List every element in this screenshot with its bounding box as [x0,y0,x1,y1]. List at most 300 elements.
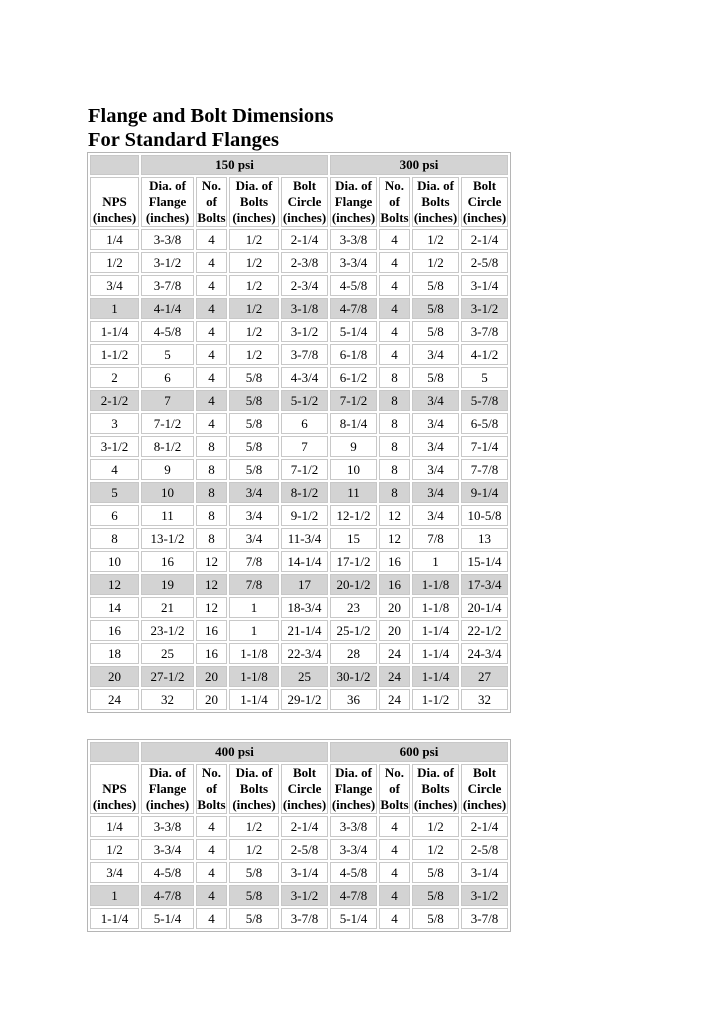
table-row [90,459,508,480]
dia-flange-cell: 5-1/4 [141,908,194,929]
no-bolts-cell: 24 [379,643,410,664]
table-row [90,482,508,503]
no-bolts-cell: 16 [379,551,410,572]
group-header-left: 150 psi [141,155,328,175]
table-body [90,816,508,929]
dia-flange-cell: 3-3/8 [141,229,194,250]
table-row [90,367,508,388]
dia-bolts-cell: 3/4 [412,482,459,503]
dia-bolts-cell: 5/8 [412,321,459,342]
table-row [90,620,508,641]
table-row [90,390,508,411]
dia-flange-cell: 13-1/2 [141,528,194,549]
nps-cell: 1 [90,885,139,906]
no-bolts-cell: 8 [196,482,227,503]
table-row [90,862,508,883]
no-bolts-cell: 8 [196,505,227,526]
bolt-circle-cell: 17-3/4 [461,574,508,595]
dia-bolts-cell: 1 [229,620,279,641]
no-bolts-cell: 8 [379,459,410,480]
bolt-circle-cell: 2-5/8 [281,839,328,860]
dia-bolts-cell: 3/4 [412,436,459,457]
bolt-circle-cell: 25 [281,666,328,687]
no-bolts-cell: 12 [196,574,227,595]
nps-cell: 20 [90,666,139,687]
no-bolts-cell: 4 [379,298,410,319]
dia-bolts-cell: 3/4 [412,413,459,434]
nps-cell: 6 [90,505,139,526]
page-title-line-1: Flange and Bolt Dimensions [88,105,334,127]
dia-flange-cell: 23 [330,597,377,618]
dia-bolts-cell: 3/4 [412,390,459,411]
dia-bolts-cell: 1/2 [229,816,279,837]
no-bolts-cell: 12 [196,551,227,572]
bolt-circle-cell: 3-1/8 [281,298,328,319]
dia-bolts-cell: 1/2 [229,229,279,250]
no-bolts-cell: 4 [379,908,410,929]
bolt-circle-cell: 22-1/2 [461,620,508,641]
bolt-circle-cell: 29-1/2 [281,689,328,710]
nps-cell: 18 [90,643,139,664]
dia-flange-cell: 4-5/8 [330,862,377,883]
nps-cell: 1/2 [90,839,139,860]
column-header-line: (inches) [92,797,137,812]
bolt-circle-cell: 2-5/8 [461,839,508,860]
column-header-line: Dia. of [335,765,372,780]
column-header-line: Bolts [239,194,269,209]
table-row [90,252,508,273]
column-header-line: Flange [334,781,373,796]
no-bolts-cell: 8 [196,436,227,457]
dia-bolts-cell: 7/8 [229,574,279,595]
no-bolts-cell: 4 [379,229,410,250]
column-header-line: (inches) [232,797,276,812]
dia-flange-cell: 28 [330,643,377,664]
column-header-line: No. [384,178,405,193]
dia-flange-cell: 27-1/2 [141,666,194,687]
no-bolts-column-header [379,177,410,227]
nps-cell: 1/2 [90,252,139,273]
nps-cell: 2-1/2 [90,390,139,411]
nps-cell: 16 [90,620,139,641]
no-bolts-cell: 4 [196,252,227,273]
column-header-line: (inches) [282,210,327,225]
column-header-row [90,764,508,814]
bolt-circle-cell: 22-3/4 [281,643,328,664]
table-row [90,229,508,250]
dia-flange-cell: 32 [141,689,194,710]
dia-bolts-cell: 5/8 [229,862,279,883]
table-row [90,689,508,710]
table-row [90,436,508,457]
dia-bolts-cell: 3/4 [412,459,459,480]
dia-bolts-column-header [229,177,279,227]
dia-bolts-cell: 1/2 [229,298,279,319]
dia-bolts-cell: 1 [229,597,279,618]
dia-bolts-cell: 5/8 [229,436,279,457]
bolt-circle-cell: 3-1/4 [461,862,508,883]
column-header-row [90,177,508,227]
column-header-line: Flange [148,194,187,209]
dia-flange-cell: 36 [330,689,377,710]
bolt-circle-cell: 20-1/4 [461,597,508,618]
nps-cell: 3-1/2 [90,436,139,457]
dia-flange-cell: 21 [141,597,194,618]
column-header-line: Bolts [197,797,226,812]
nps-cell: 14 [90,597,139,618]
dia-flange-cell: 4-7/8 [141,885,194,906]
dia-bolts-cell: 5/8 [412,275,459,296]
nps-cell: 1-1/4 [90,321,139,342]
column-header-line: Circle [467,194,502,209]
nps-header-cell [90,155,139,175]
dia-bolts-cell: 1-1/4 [412,643,459,664]
column-header-line: (inches) [145,210,190,225]
column-header-line: Bolts [239,781,269,796]
table-row [90,908,508,929]
bolt-circle-cell: 3-1/2 [281,885,328,906]
no-bolts-cell: 20 [379,597,410,618]
flange-table-400-600 [87,739,511,932]
column-header-line: Bolt [292,765,317,780]
bolt-circle-cell: 14-1/4 [281,551,328,572]
dia-bolts-cell: 1/2 [229,344,279,365]
nps-header-cell [90,742,139,762]
column-header-line: Dia. of [417,178,454,193]
nps-cell: 24 [90,689,139,710]
dia-flange-cell: 3-3/8 [330,229,377,250]
column-header-line: Bolts [197,210,226,225]
bolt-circle-cell: 3-1/2 [281,321,328,342]
no-bolts-column-header [196,764,227,814]
dia-flange-cell: 8-1/4 [330,413,377,434]
nps-cell: 1/4 [90,229,139,250]
bolt-circle-cell: 15-1/4 [461,551,508,572]
nps-cell: 5 [90,482,139,503]
column-header-line: Dia. of [417,765,454,780]
bolt-circle-cell: 2-1/4 [461,229,508,250]
dia-flange-column-header [141,764,194,814]
dia-flange-cell: 25-1/2 [330,620,377,641]
dia-bolts-cell: 1 [412,551,459,572]
no-bolts-cell: 24 [379,689,410,710]
nps-cell: 2 [90,367,139,388]
dia-bolts-cell: 5/8 [412,862,459,883]
dia-bolts-cell: 5/8 [229,390,279,411]
bolt-circle-cell: 5-7/8 [461,390,508,411]
column-header-line: Bolts [380,797,409,812]
no-bolts-cell: 4 [379,275,410,296]
no-bolts-cell: 12 [379,528,410,549]
bolt-circle-column-header [281,764,328,814]
bolt-circle-column-header [461,764,508,814]
dia-bolts-cell: 3/4 [229,505,279,526]
dia-bolts-cell: 5/8 [229,885,279,906]
bolt-circle-cell: 27 [461,666,508,687]
dia-flange-cell: 3-3/4 [330,839,377,860]
dia-flange-cell: 4-5/8 [141,862,194,883]
dia-flange-cell: 10 [141,482,194,503]
dia-bolts-cell: 1-1/8 [412,597,459,618]
no-bolts-cell: 24 [379,666,410,687]
dia-bolts-cell: 1-1/4 [412,666,459,687]
dia-bolts-column-header [229,764,279,814]
column-header-line: of [206,194,217,209]
no-bolts-cell: 4 [379,344,410,365]
dia-bolts-cell: 1/2 [412,839,459,860]
page-title-line-2: For Standard Flanges [88,129,279,151]
column-header-line: Dia. of [149,178,186,193]
bolt-circle-cell: 9-1/2 [281,505,328,526]
dia-bolts-cell: 7/8 [229,551,279,572]
column-header-line: NPS [102,781,127,796]
dia-flange-cell: 5-1/4 [330,908,377,929]
dia-flange-cell: 5 [141,344,194,365]
column-header-line: (inches) [413,210,458,225]
nps-cell: 4 [90,459,139,480]
dia-bolts-cell: 3/4 [412,344,459,365]
bolt-circle-cell: 3-7/8 [461,321,508,342]
dia-flange-cell: 6 [141,367,194,388]
dia-bolts-cell: 1/2 [229,839,279,860]
no-bolts-cell: 12 [196,597,227,618]
dia-flange-cell: 4-1/4 [141,298,194,319]
dia-bolts-cell: 1-1/8 [229,643,279,664]
dia-flange-cell: 9 [330,436,377,457]
bolt-circle-cell: 2-5/8 [461,252,508,273]
table-row [90,597,508,618]
dia-flange-column-header [330,764,377,814]
dia-bolts-cell: 5/8 [229,367,279,388]
column-header-line: Flange [148,781,187,796]
dia-flange-cell: 19 [141,574,194,595]
no-bolts-column-header [379,764,410,814]
column-header-line: (inches) [462,210,507,225]
dia-flange-cell: 4-5/8 [141,321,194,342]
dia-flange-cell: 7-1/2 [330,390,377,411]
no-bolts-cell: 4 [196,344,227,365]
dia-bolts-cell: 5/8 [412,908,459,929]
column-header-line: of [206,781,217,796]
bolt-circle-cell: 2-1/4 [281,229,328,250]
bolt-circle-cell: 2-3/8 [281,252,328,273]
dia-bolts-cell: 1-1/2 [412,689,459,710]
nps-cell: 8 [90,528,139,549]
dia-flange-cell: 4-5/8 [330,275,377,296]
column-header-line: (inches) [145,797,190,812]
column-header-line: (inches) [413,797,458,812]
bolt-circle-cell: 6 [281,413,328,434]
nps-column-header [90,764,139,814]
dia-flange-cell: 5-1/4 [330,321,377,342]
dia-bolts-cell: 1-1/4 [412,620,459,641]
column-header-line: (inches) [232,210,276,225]
dia-bolts-cell: 3/4 [412,505,459,526]
table-row [90,885,508,906]
nps-cell: 1/4 [90,816,139,837]
column-header-line: Bolts [421,194,450,209]
dia-flange-cell: 8-1/2 [141,436,194,457]
table-row [90,643,508,664]
bolt-circle-cell: 7-1/4 [461,436,508,457]
column-header-line: No. [201,178,222,193]
no-bolts-cell: 4 [379,321,410,342]
nps-cell: 1 [90,298,139,319]
bolt-circle-cell: 17 [281,574,328,595]
page-title [88,104,333,152]
dia-bolts-cell: 7/8 [412,528,459,549]
dia-bolts-cell: 1/2 [412,229,459,250]
column-header-line: (inches) [92,210,137,225]
column-header-line: of [389,194,400,209]
no-bolts-cell: 4 [379,862,410,883]
bolt-circle-cell: 3-1/2 [461,885,508,906]
no-bolts-cell: 4 [196,390,227,411]
column-header-line: (inches) [282,797,327,812]
table-row [90,839,508,860]
table-row [90,298,508,319]
bolt-circle-cell: 7-1/2 [281,459,328,480]
group-header-left: 400 psi [141,742,328,762]
dia-flange-cell: 10 [330,459,377,480]
no-bolts-cell: 20 [196,689,227,710]
column-header-line: Circle [467,781,502,796]
bolt-circle-cell: 10-5/8 [461,505,508,526]
no-bolts-cell: 8 [379,436,410,457]
bolt-circle-cell: 2-1/4 [281,816,328,837]
column-header-line: Bolt [472,765,497,780]
dia-flange-cell: 3-3/4 [330,252,377,273]
no-bolts-cell: 4 [196,816,227,837]
dia-flange-cell: 4-7/8 [330,885,377,906]
no-bolts-cell: 16 [196,620,227,641]
table-row [90,551,508,572]
no-bolts-cell: 16 [196,643,227,664]
dia-flange-cell: 3-1/2 [141,252,194,273]
dia-bolts-column-header [412,177,459,227]
bolt-circle-cell: 2-3/4 [281,275,328,296]
dia-bolts-cell: 5/8 [229,459,279,480]
dia-flange-cell: 3-7/8 [141,275,194,296]
dia-flange-cell: 25 [141,643,194,664]
dia-bolts-column-header [412,764,459,814]
column-header-line: Bolt [472,178,497,193]
no-bolts-cell: 4 [196,275,227,296]
nps-cell: 10 [90,551,139,572]
bolt-circle-cell: 32 [461,689,508,710]
no-bolts-cell: 8 [196,459,227,480]
no-bolts-cell: 4 [196,862,227,883]
column-header-line: Dia. of [235,178,273,193]
column-header-line: (inches) [331,210,376,225]
table-body [90,229,508,710]
dia-bolts-cell: 1/2 [229,252,279,273]
column-header-line: NPS [102,194,127,209]
bolt-circle-cell: 3-1/4 [281,862,328,883]
no-bolts-cell: 12 [379,505,410,526]
no-bolts-cell: 4 [196,885,227,906]
bolt-circle-cell: 9-1/4 [461,482,508,503]
bolt-circle-cell: 5-1/2 [281,390,328,411]
no-bolts-cell: 16 [379,574,410,595]
bolt-circle-cell: 11-3/4 [281,528,328,549]
dia-flange-cell: 15 [330,528,377,549]
dia-flange-cell: 6-1/8 [330,344,377,365]
table-row [90,344,508,365]
dia-flange-cell: 3-3/4 [141,839,194,860]
bolt-circle-cell: 2-1/4 [461,816,508,837]
nps-cell: 1-1/2 [90,344,139,365]
nps-cell: 12 [90,574,139,595]
no-bolts-cell: 8 [379,482,410,503]
dia-bolts-cell: 5/8 [229,413,279,434]
bolt-circle-cell: 6-5/8 [461,413,508,434]
bolt-circle-cell: 5 [461,367,508,388]
dia-bolts-cell: 5/8 [412,298,459,319]
table-row [90,666,508,687]
column-header-line: Bolt [292,178,317,193]
table-row [90,413,508,434]
bolt-circle-cell: 3-1/4 [461,275,508,296]
bolt-circle-cell: 3-7/8 [461,908,508,929]
nps-cell: 3/4 [90,275,139,296]
bolt-circle-cell: 8-1/2 [281,482,328,503]
dia-bolts-cell: 5/8 [229,908,279,929]
no-bolts-cell: 4 [196,229,227,250]
dia-flange-cell: 3-3/8 [330,816,377,837]
column-header-line: Dia. of [235,765,273,780]
column-header-line: Dia. of [335,178,372,193]
no-bolts-cell: 20 [196,666,227,687]
column-header-line: Dia. of [149,765,186,780]
bolt-circle-cell: 18-3/4 [281,597,328,618]
table-row [90,321,508,342]
no-bolts-cell: 8 [379,413,410,434]
no-bolts-cell: 4 [196,321,227,342]
flange-table-150-300 [87,152,511,713]
dia-bolts-cell: 5/8 [412,367,459,388]
table-row [90,574,508,595]
bolt-circle-cell: 3-7/8 [281,344,328,365]
dia-flange-cell: 30-1/2 [330,666,377,687]
column-header-line: Bolts [380,210,409,225]
dia-flange-cell: 9 [141,459,194,480]
column-header-line: (inches) [462,797,507,812]
dia-flange-cell: 7-1/2 [141,413,194,434]
column-header-line: Bolts [421,781,450,796]
no-bolts-cell: 4 [196,839,227,860]
nps-cell: 3/4 [90,862,139,883]
dia-bolts-cell: 1-1/8 [412,574,459,595]
dia-flange-cell: 20-1/2 [330,574,377,595]
column-header-line: Flange [334,194,373,209]
bolt-circle-cell: 21-1/4 [281,620,328,641]
no-bolts-cell: 4 [196,413,227,434]
nps-cell: 3 [90,413,139,434]
dia-flange-cell: 7 [141,390,194,411]
dia-flange-cell: 23-1/2 [141,620,194,641]
no-bolts-cell: 4 [379,839,410,860]
nps-column-header [90,177,139,227]
nps-cell: 1-1/4 [90,908,139,929]
dia-bolts-cell: 3/4 [229,528,279,549]
dia-flange-cell: 12-1/2 [330,505,377,526]
dia-bolts-cell: 1-1/4 [229,689,279,710]
dia-bolts-cell: 5/8 [412,885,459,906]
dia-bolts-cell: 1-1/8 [229,666,279,687]
bolt-circle-cell: 3-7/8 [281,908,328,929]
bolt-circle-cell: 7-7/8 [461,459,508,480]
